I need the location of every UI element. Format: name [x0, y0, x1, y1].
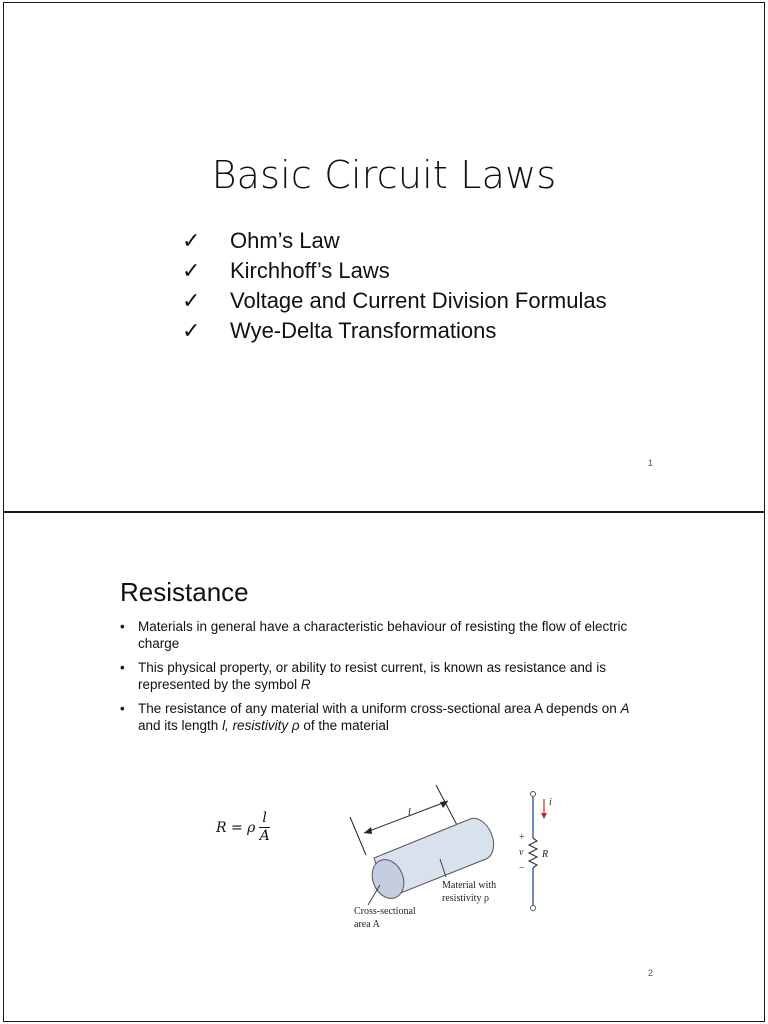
area-label: Cross-sectional: [354, 906, 416, 917]
material-label: resistivity ρ: [442, 893, 489, 904]
current-arrow-icon: [541, 813, 547, 819]
symbol-r: R: [300, 677, 311, 692]
symbol-a: A: [620, 701, 630, 716]
voltage-label: v: [519, 847, 524, 858]
slide-title: Basic Circuit Laws: [211, 153, 557, 197]
plus-sign: +: [519, 832, 525, 843]
list-item: [182, 256, 607, 286]
checkmark-icon: ✓: [182, 288, 201, 314]
terminal-top: [531, 792, 536, 797]
list-item-label: Kirchhoff’s Laws: [230, 258, 390, 283]
list-item-label: Ohm’s Law: [230, 228, 340, 253]
checkmark-icon: ✓: [182, 258, 201, 284]
minus-sign: −: [519, 863, 525, 874]
bullet-text: of the material: [299, 718, 389, 733]
bullet-list: [120, 618, 650, 741]
symbol-l-rho: l, resistivity ρ: [222, 718, 300, 733]
bullet-text: The resistance of any material with a uniform cross-sectional area A depends on: [138, 701, 621, 716]
cylinder-figure: [344, 775, 514, 945]
bullet-text: Materials in general have a characteristic behaviour of resisting the flow of electric charge: [138, 619, 628, 651]
bullet-icon: •: [120, 619, 125, 634]
length-label: l: [408, 807, 411, 818]
current-label: i: [549, 797, 552, 808]
resistor-icon: [529, 838, 537, 868]
bullet-text: and its length: [138, 718, 223, 733]
list-item: [182, 316, 607, 346]
material-label: Material with: [442, 880, 497, 891]
formula-lhs: R = ρ: [216, 819, 256, 836]
bullet-text: This physical property, or ability to resist current, is known as resistance and is represented by the symbol: [138, 660, 606, 692]
topic-checklist: [182, 226, 607, 346]
slide-2: [3, 512, 765, 1022]
formula-numerator: l: [259, 811, 269, 828]
list-item: [120, 618, 650, 652]
formula-denominator: A: [259, 828, 270, 844]
arrowhead-icon: [440, 801, 448, 808]
resistance-formula: [216, 811, 270, 844]
list-item: [120, 659, 650, 693]
area-leader: [368, 885, 380, 905]
page-number: 2: [647, 968, 653, 978]
list-item-label: Voltage and Current Division Formulas: [230, 288, 607, 313]
terminal-bottom: [531, 906, 536, 911]
resistor-label: R: [542, 849, 549, 860]
arrowhead-icon: [364, 827, 372, 834]
list-item-label: Wye-Delta Transformations: [230, 318, 497, 343]
dimension-tick-left: [350, 817, 366, 855]
bullet-icon: •: [120, 660, 125, 675]
list-item: [182, 226, 607, 256]
slide-1: [3, 2, 765, 512]
area-label: area A: [354, 919, 380, 930]
checkmark-icon: ✓: [182, 228, 201, 254]
dimension-line: [364, 801, 448, 833]
slide-title: Resistance: [120, 577, 249, 607]
page-number: 1: [647, 458, 653, 468]
checkmark-icon: ✓: [182, 318, 201, 344]
formula-fraction: [259, 811, 269, 844]
resistor-circuit: [512, 791, 562, 911]
dimension-tick-right: [436, 785, 458, 827]
list-item: [120, 700, 650, 734]
list-item: [182, 286, 607, 316]
bullet-icon: •: [120, 701, 125, 716]
